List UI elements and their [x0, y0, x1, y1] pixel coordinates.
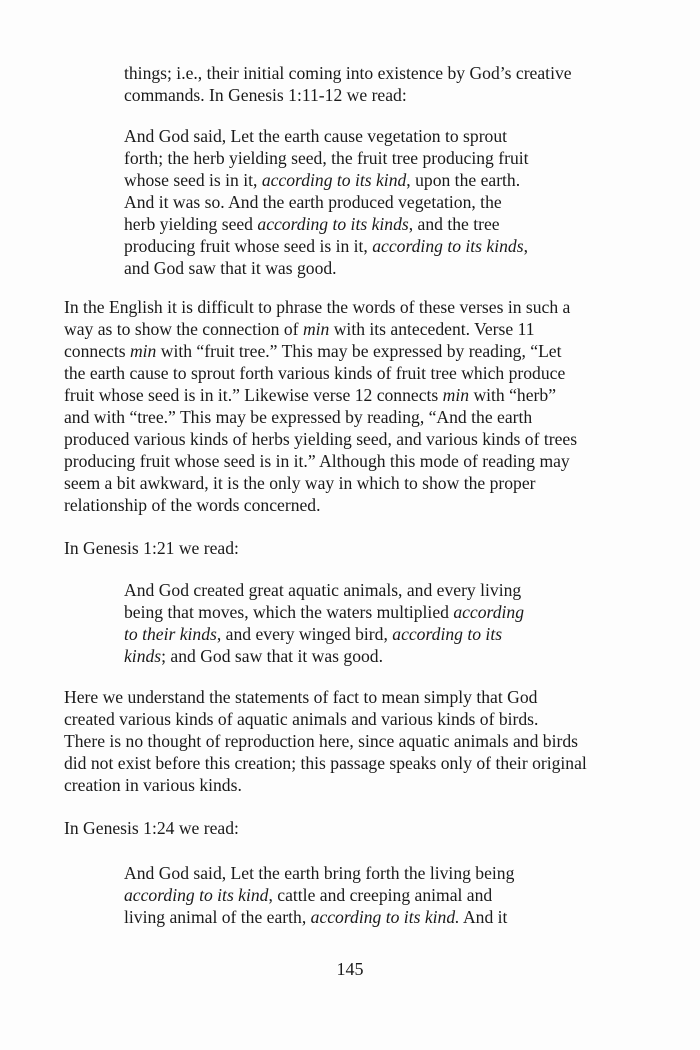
quote-text: , — [523, 236, 528, 256]
quote-line: And God created great aquatic animals, and every living — [124, 580, 522, 600]
body-line — [64, 318, 644, 340]
quote-text: ; and God saw that it was good. — [161, 646, 383, 666]
quote-line: And it was so. And the earth produced vegetation, the — [124, 192, 502, 212]
quote-emphasis: to their kinds — [124, 624, 217, 644]
body-line: There is no thought of reproduction here, since aquatic animals and birds — [64, 731, 578, 751]
quote-text: herb yielding seed — [124, 214, 258, 234]
quote-line: forth; the herb yielding seed, the fruit tree producing fruit — [124, 148, 529, 168]
body-line: did not exist before this creation; this passage speaks only of their original — [64, 753, 587, 773]
quote-line — [124, 645, 564, 667]
quote-line — [124, 906, 564, 928]
quote-text: , and the tree — [408, 214, 500, 234]
quote-text: , and every winged bird, — [216, 624, 393, 644]
body-line: and with “tree.” This may be expressed by reading, “And the earth — [64, 407, 533, 427]
quote-emphasis: according to its kinds — [372, 236, 524, 256]
quote-text: producing fruit whose seed is in it, — [124, 236, 373, 256]
body-paragraph-english-phrasing — [64, 296, 644, 516]
intro-line: things; i.e., their initial coming into existence by God’s creative — [124, 63, 572, 83]
body-emphasis: min — [442, 385, 470, 405]
quote-line — [124, 884, 564, 906]
quote-line — [124, 169, 564, 191]
body-line: producing fruit whose seed is in it.” Although this mode of reading may — [64, 451, 570, 471]
body-line: In Genesis 1:21 we read: — [64, 538, 239, 558]
quote-text: being that moves, which the waters multiplied — [124, 602, 454, 622]
body-paragraph-aquatic-animals — [64, 686, 644, 796]
block-quote-genesis-1-24 — [124, 862, 564, 928]
quote-line — [124, 601, 564, 623]
body-line: creation in various kinds. — [64, 775, 242, 795]
scripture-reference — [64, 817, 644, 839]
body-text: way as to show the connection of — [64, 319, 303, 339]
quote-text: , cattle and creeping animal and — [268, 885, 493, 905]
body-line: seem a bit awkward, it is the only way in which to show the proper — [64, 473, 536, 493]
page-number: 145 — [336, 959, 364, 979]
quote-line: And God said, Let the earth cause vegetation to sprout — [124, 126, 508, 146]
body-line — [64, 340, 644, 362]
quote-emphasis: according to its kinds — [257, 214, 409, 234]
block-quote-genesis-1-11-12 — [124, 125, 564, 279]
quote-emphasis: kinds — [124, 646, 162, 666]
body-line: In the English it is difficult to phrase the words of these verses in such a — [64, 297, 571, 317]
quote-line: and God saw that it was good. — [124, 258, 337, 278]
body-text: with its antecedent. Verse 11 — [329, 319, 535, 339]
body-text: with “fruit tree.” This may be expressed by reading, “Let — [156, 341, 562, 361]
body-line: relationship of the words concerned. — [64, 495, 321, 515]
intro-paragraph — [124, 62, 624, 106]
quote-line — [124, 213, 564, 235]
body-emphasis: min — [129, 341, 157, 361]
quote-text: And it — [459, 907, 508, 927]
body-emphasis: min — [302, 319, 330, 339]
quote-emphasis: according — [453, 602, 525, 622]
body-line — [64, 384, 644, 406]
quote-emphasis: according to its kind. — [310, 907, 460, 927]
quote-emphasis: according to its — [392, 624, 503, 644]
quote-emphasis: according to its kind — [261, 170, 407, 190]
quote-line — [124, 623, 564, 645]
body-text: fruit whose seed is in it.” Likewise verse 12 connects — [64, 385, 443, 405]
intro-line: commands. In Genesis 1:11-12 we read: — [124, 85, 407, 105]
body-line: Here we understand the statements of fact to mean simply that God — [64, 687, 538, 707]
body-text: connects — [64, 341, 130, 361]
body-line: the earth cause to sprout forth various kinds of fruit tree which produce — [64, 363, 566, 383]
scripture-reference — [64, 537, 644, 559]
body-text: with “herb” — [469, 385, 557, 405]
quote-line: And God said, Let the earth bring forth the living being — [124, 863, 515, 883]
quote-emphasis: according to its kind — [124, 885, 269, 905]
quote-text: whose seed is in it, — [124, 170, 262, 190]
body-line: created various kinds of aquatic animals and various kinds of birds. — [64, 709, 539, 729]
quote-text: , upon the earth. — [406, 170, 521, 190]
quote-text: living animal of the earth, — [124, 907, 311, 927]
block-quote-genesis-1-21 — [124, 579, 564, 667]
body-line: produced various kinds of herbs yielding seed, and various kinds of trees — [64, 429, 578, 449]
quote-line — [124, 235, 564, 257]
body-line: In Genesis 1:24 we read: — [64, 818, 239, 838]
